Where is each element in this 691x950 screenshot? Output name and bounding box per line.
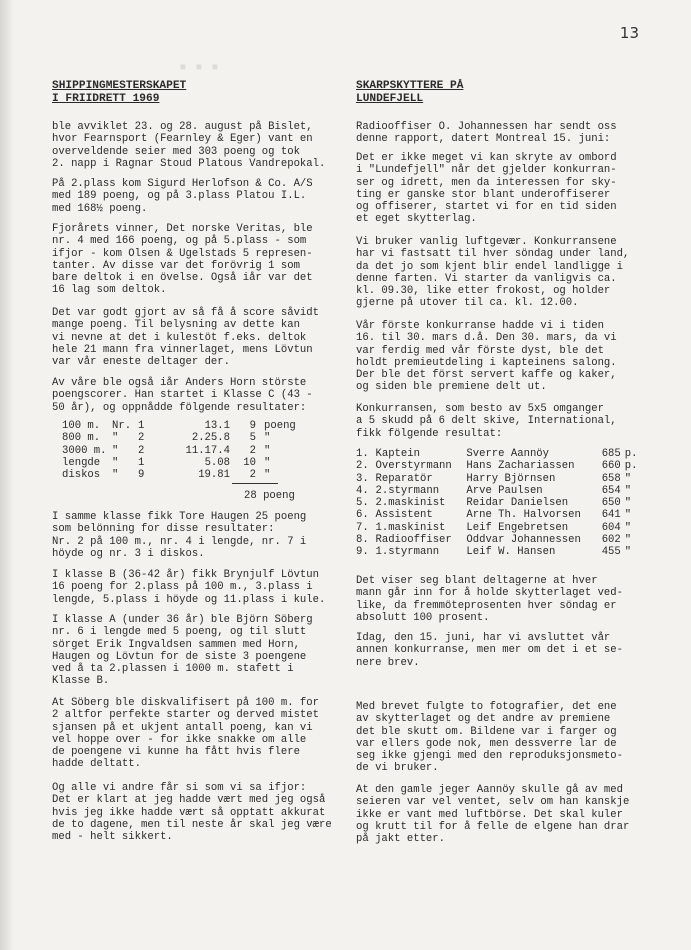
standings-cell-name: Arne Th. Halvorsen (466, 509, 581, 522)
binding-shadow (0, 0, 14, 950)
results-cell-place: 1 (138, 420, 145, 432)
standings-cell-score: 685 (601, 448, 621, 460)
standings-cell-rank: 8. (356, 534, 369, 547)
standings-row (356, 534, 648, 546)
standings-cell-unit: " (624, 484, 632, 497)
standings-cell-title: Radiooffiser (375, 534, 452, 547)
results-cell-place: 1 (138, 456, 145, 469)
standings-cell-rank: 3. (356, 472, 369, 485)
results-cell-result: 11.17.4 (185, 444, 230, 457)
standings-cell-title: 2.maskinist (375, 497, 446, 510)
standings-row (356, 522, 648, 534)
paragraph: Det er ikke meget vi kan skryte av ombord i "Lundefjell" når det gjelder konkurran- ser og idrett, men da interessen for sky- ting er ganske stor blant underoffiserer og offiserer, startet vi for en tid siden et eget skytterlag. (356, 152, 617, 226)
standings-cell-rank: 6. (356, 509, 369, 522)
standings-cell-rank: 2. (356, 460, 369, 473)
standings-table (356, 448, 648, 559)
article-heading (52, 80, 186, 106)
standings-cell-name: Hans Zachariassen (466, 460, 575, 473)
standings-cell-name: Reidar Danielsen (466, 497, 569, 510)
results-cell-label: " (112, 469, 119, 482)
standings-cell-title: Reparatör (375, 472, 433, 485)
results-row (62, 432, 304, 444)
results-table (62, 420, 304, 481)
results-cell-place: 2 (138, 444, 145, 457)
results-cell-label: " (112, 432, 119, 445)
results-row (62, 457, 304, 469)
results-row (62, 445, 304, 457)
standings-cell-score: 660 (601, 460, 621, 473)
standings-cell-title: 1.styrmann (375, 546, 440, 559)
standings-cell-score: 602 (601, 534, 621, 547)
results-cell-points: 9 (249, 420, 256, 432)
standings-cell-unit: " (624, 534, 632, 547)
standings-cell-name: Oddvar Johannessen (466, 534, 581, 547)
standings-cell-unit: " (624, 509, 632, 522)
standings-cell-title: 2.styrmann (375, 484, 440, 497)
results-cell-event: 800 m. (62, 432, 101, 445)
heading-line-2: I FRIIDRETT 1969 (52, 93, 160, 105)
paragraph: Det var godt gjort av så få å score såvidt mange poeng. Til belysning av dette kan vi nevne at det i kulestöt f.eks. deltok hele 21 mann fra vinnerlaget, mens Lövtun var vår eneste deltager der. (52, 307, 320, 369)
paragraph: Konkurransen, som besto av 5x5 omganger a 5 skudd på 6 delt skive, International, fikk fölgende resultat: (356, 403, 617, 440)
results-row (62, 469, 304, 481)
results-cell-event: diskos (62, 469, 101, 482)
paragraph: I samme klasse fikk Tore Haugen 25 poeng som belönning for disse resultater: Nr. 2 på 100 m., nr. 4 i lengde, nr. 7 i höyde og nr. 3 i diskos. (52, 511, 307, 560)
results-row (62, 420, 304, 432)
standings-cell-title: Overstyrmann (375, 460, 452, 473)
results-cell-place: 9 (138, 469, 145, 482)
standings-row (356, 448, 648, 460)
paragraph: Vår förste konkurranse hadde vi i tiden 16. til 30. mars d.å. Den 30. mars, da vi var ferdig med vår förste dyst, ble det holdt premieutdeling i kapteinens salong. Der ble det först servert kaffe og kaker, og siden ble premiene delt ut. (356, 320, 617, 394)
standings-cell-rank: 4. (356, 484, 369, 497)
heading-line-1: SHIPPINGMESTERSKAPET (52, 80, 187, 92)
paragraph: Og alle vi andre får si som vi sa ifjor: Det er klart at jeg hadde vært med jeg også hvis jeg ikke hadde vært så opptatt akkurat de to dagene, men til neste år skal jeg være med - helt sikkert. (52, 782, 332, 844)
results-cell-event: lengde (62, 456, 101, 469)
standings-row (356, 546, 648, 558)
bleed-through: ■ ■ ■ (180, 60, 221, 71)
paragraph: I klasse B (36-42 år) fikk Brynjulf Lövtun 16 poeng for 2.plass på 100 m., 3.plass i lengde, 5.plass i höyde og 11.plass i kule. (52, 569, 326, 606)
results-cell-unit: " (264, 456, 271, 469)
standings-cell-unit: " (624, 546, 632, 559)
results-cell-label: " (112, 456, 119, 469)
standings-cell-title: Kaptein (375, 448, 420, 460)
results-cell-result: 5.08 (204, 456, 230, 469)
sum-line (232, 483, 278, 484)
standings-cell-score: 654 (601, 484, 621, 497)
results-cell-unit: " (264, 469, 271, 482)
results-cell-result: 19.81 (198, 469, 230, 482)
results-cell-points: 2 (249, 469, 256, 482)
standings-row (356, 509, 648, 521)
paragraph: Fjorårets vinner, Det norske Veritas, ble nr. 4 med 166 poeng, og på 5.plass - som ifjor - kom Olsen & Ugelstads 5 represen- tanter. Av disse var det forövrig 1 som bare deltok i en övelse. Også iår var det 16 lag som deltok. (52, 223, 313, 297)
standings-cell-unit: p. (624, 460, 638, 473)
standings-row (356, 497, 648, 509)
paragraph: På 2.plass kom Sigurd Herlofson & Co. A/S med 189 poeng, og på 3.plass Platou I.L. med 168½ poeng. (52, 178, 313, 215)
standings-cell-name: Arve Paulsen (466, 484, 543, 497)
results-cell-result: 2.25.8 (191, 432, 230, 445)
results-cell-event: 100 m. (62, 420, 101, 432)
results-cell-points: 2 (249, 444, 256, 457)
standings-cell-name: Leif W. Hansen (466, 546, 556, 559)
standings-cell-score: 455 (601, 546, 621, 559)
standings-cell-unit: " (624, 497, 632, 510)
standings-cell-name: Leif Engebretsen (466, 521, 569, 534)
standings-cell-unit: " (624, 472, 632, 485)
paragraph: I klasse A (under 36 år) ble Björn Söberg nr. 6 i lengde med 5 poeng, og til slutt sörget Erik Ingvaldsen sammen med Horn, Haugen og Lövtun for de siste 3 poengene ved å ta 2.plassen i 1000 m. stafett i Klasse B. (52, 614, 313, 688)
heading-line-1: SKARPSKYTTERE PÅ (356, 80, 464, 92)
standings-cell-rank: 1. (356, 448, 369, 460)
results-cell-label: Nr. (112, 420, 132, 432)
results-cell-label: " (112, 444, 119, 457)
standings-cell-unit: p. (624, 448, 638, 460)
standings-cell-score: 604 (601, 521, 621, 534)
results-cell-unit: poeng (264, 420, 296, 432)
heading-line-2: LUNDEFJELL (356, 93, 424, 105)
standings-cell-rank: 9. (356, 546, 369, 559)
results-cell-unit: " (264, 432, 271, 445)
paragraph: Det viser seg blant deltagerne at hver mann går inn for å holde skytterlaget ved- like, da fremmöteprosenten hver söndag er absolutt 100 prosent. (356, 575, 624, 624)
results-cell-unit: " (264, 444, 271, 457)
results-cell-points: 10 (243, 456, 256, 469)
page-number: 13 (619, 24, 639, 42)
standings-cell-name: Harry Björnsen (466, 472, 556, 485)
results-cell-event: 3000 m. (62, 444, 107, 457)
standings-cell-rank: 5. (356, 497, 369, 510)
standings-cell-title: 1.maskinist (375, 521, 446, 534)
paragraph: Av våre ble også iår Anders Horn störste poengscorer. Han startet i Klasse C (43 - 50 år), og oppnådde fölgende resultater: (52, 377, 313, 414)
standings-cell-title: Assistent (375, 509, 433, 522)
standings-cell-score: 641 (601, 509, 621, 522)
standings-row (356, 460, 648, 472)
standings-cell-score: 650 (601, 497, 621, 510)
results-cell-result: 13.1 (204, 420, 230, 432)
standings-cell-unit: " (624, 521, 632, 534)
standings-cell-rank: 7. (356, 521, 369, 534)
paragraph: Radiooffiser O. Johannessen har sendt oss denne rapport, datert Montreal 15. juni: (356, 121, 617, 146)
paragraph: At den gamle jeger Aannöy skulle gå av med seieren var vel ventet, selv om han kanskje ikke er vant med luftbörse. Det skal kuler og krutt til for å felle de elgene han drar på jakt etter. (356, 784, 630, 846)
results-cell-points: 5 (249, 432, 256, 445)
paragraph: Idag, den 15. juni, har vi avsluttet vår annen konkurranse, men mer om det i et se- nere brev. (356, 632, 624, 669)
standings-cell-name: Sverre Aannöy (466, 448, 550, 460)
total-points: 28 poeng (244, 490, 295, 502)
paragraph: Med brevet fulgte to fotografier, det ene av skytterlaget og det andre av premiene det ble skutt om. Bildene var i farger og var ellers gode nok, men dessverre lar de seg ikke gjengi med den reproduksjonsmeto- de vi bruker. (356, 701, 624, 775)
paragraph: ble avviklet 23. og 28. august på Bislet, hvor Fearnsport (Fearnley & Eger) vant en overveldende seier med 303 poeng og tok 2. napp i Ragnar Stoud Platous Vandrepokal. (52, 121, 326, 170)
paragraph: Vi bruker vanlig luftgevær. Konkurransene har vi fastsatt til hver söndag under land, da det jo som kjent blir endel landligge i denne farten. Vi starter da vanligvis ca. kl. 09.30, like etter frokost, og holder gjerne på utover til ca. kl. 12.00. (356, 236, 630, 310)
results-cell-place: 2 (138, 432, 145, 445)
standings-row (356, 473, 648, 485)
standings-row (356, 485, 648, 497)
article-heading (356, 80, 463, 106)
standings-cell-score: 658 (601, 472, 621, 485)
paragraph: At Söberg ble diskvalifisert på 100 m. for 2 altfor perfekte starter og derved mistet sjansen på et ukjent antall poeng, kan vi vel hoppe over - for ikke snakke om alle de poengene vi kunne ha fått hvis flere hadde deltatt. (52, 697, 320, 771)
